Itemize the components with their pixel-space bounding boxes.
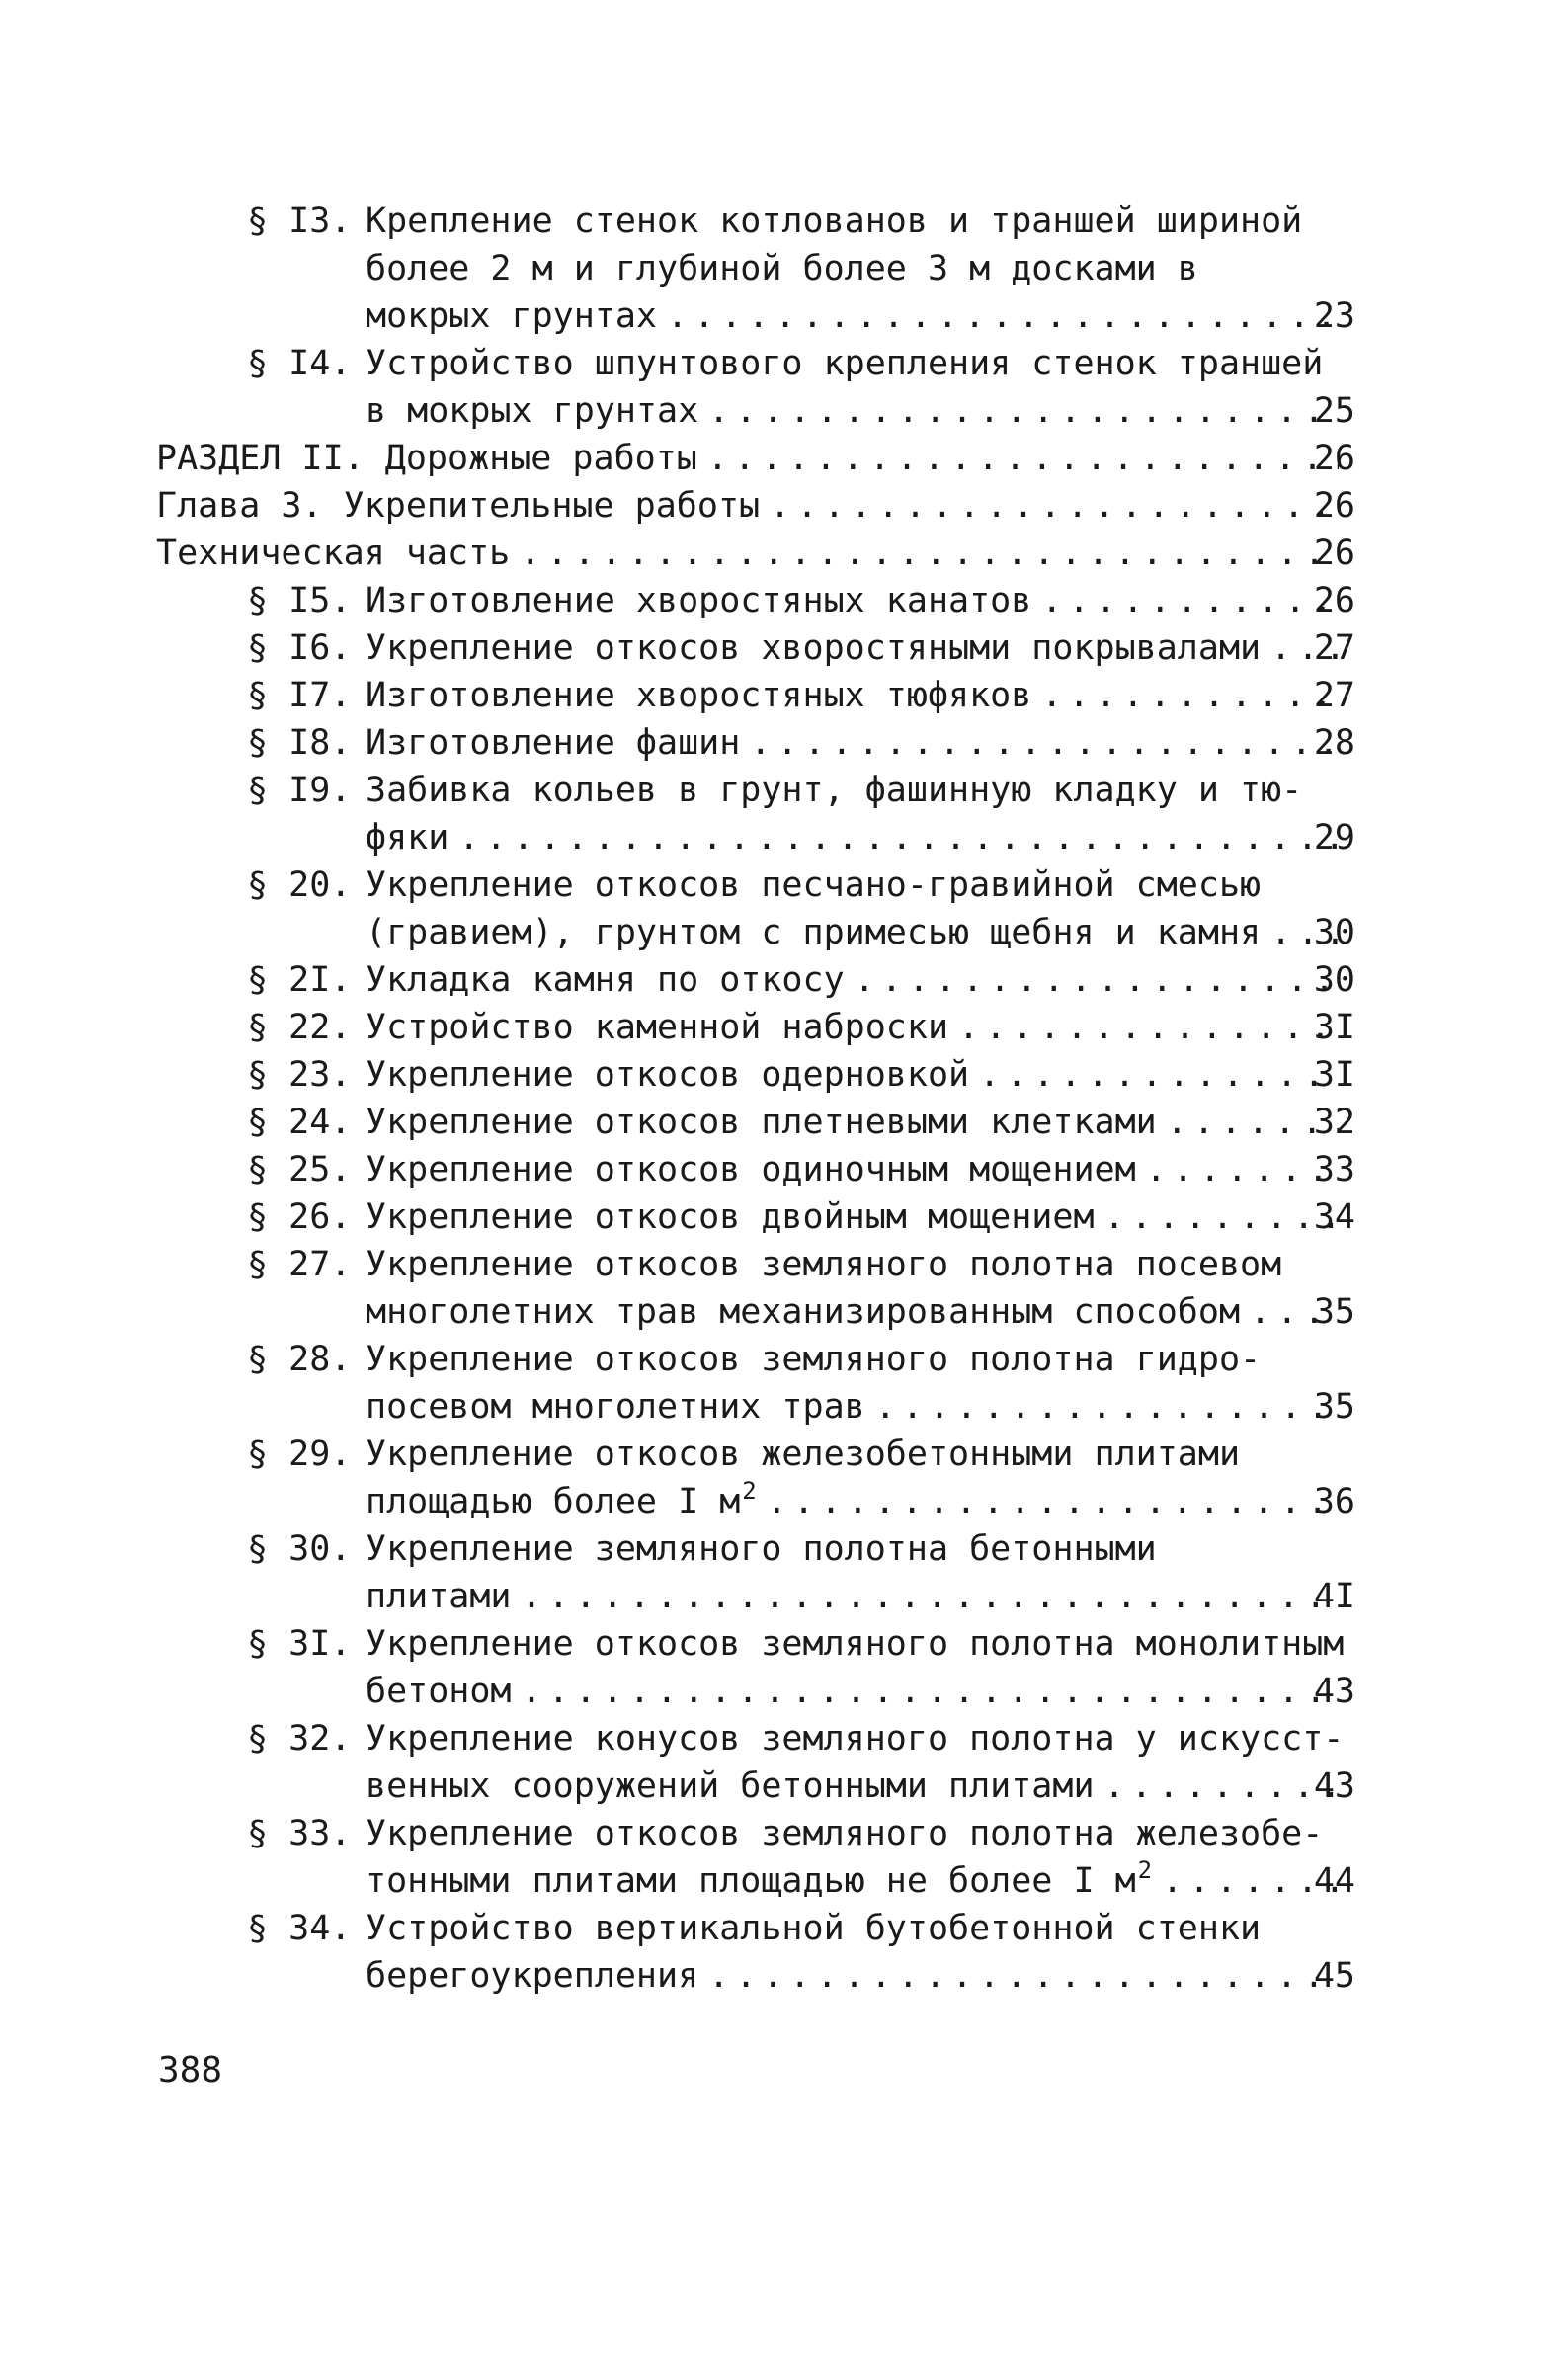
entry-title-last-line	[366, 1478, 1348, 1528]
entry-title-last-line	[366, 1288, 1348, 1336]
toc-line	[0, 672, 1551, 719]
page-ref: 35	[1313, 1387, 1355, 1427]
entry-title-line: Укрепление откосов земляного полотна гидро-	[366, 1340, 1262, 1379]
page-number: 388	[158, 2050, 223, 2091]
toc-line	[0, 909, 1551, 956]
entry-text: (гравием), грунтом с примесью щебня и камня	[366, 913, 1262, 952]
entry-title-last-line	[366, 719, 1348, 767]
section-mark: § I3.	[247, 202, 352, 241]
section-mark: § 29.	[247, 1435, 352, 1474]
section-mark: § I8.	[247, 723, 352, 763]
section-mark: § I4.	[247, 344, 352, 383]
entry-title-last-line	[366, 672, 1348, 719]
dot-leader	[708, 387, 1339, 435]
entry-title-last-line	[156, 482, 1348, 530]
toc-line	[0, 1099, 1551, 1146]
page-ref: 27	[1313, 628, 1355, 668]
toc-line	[0, 862, 1551, 909]
dot-leader	[708, 1952, 1339, 2000]
toc-line	[0, 1193, 1551, 1241]
dot-leader	[855, 956, 1339, 1004]
entry-text: берегоукрепления	[366, 1956, 699, 1996]
toc-line	[0, 482, 1551, 530]
entry-title-last-line	[366, 577, 1348, 624]
section-mark: § 30.	[247, 1529, 352, 1569]
entry-title-line: Крепление стенок котлованов и траншей шириной	[366, 202, 1303, 241]
section-mark: § 23.	[247, 1055, 352, 1095]
page-ref: 3I	[1313, 1055, 1355, 1095]
entry-title-last-line	[156, 435, 1348, 482]
entry-text: венных сооружений бетонными плитами	[366, 1766, 1095, 1806]
entry-text: Техническая часть	[156, 533, 511, 573]
dot-leader	[958, 1004, 1339, 1051]
page-ref: 3I	[1313, 1008, 1355, 1047]
entry-text: Укрепление откосов плетневыми клетками	[366, 1103, 1157, 1142]
section-mark: § I5.	[247, 581, 352, 620]
entry-title-line: Укрепление откосов земляного полотна посевом	[366, 1245, 1282, 1284]
section-mark: § 26.	[247, 1197, 352, 1237]
section-mark: § 22.	[247, 1008, 352, 1047]
entry-text: Укрепление откосов хворостяными покрывалами	[366, 628, 1262, 668]
section-mark: § 32.	[247, 1719, 352, 1759]
entry-text: мокрых грунтах	[366, 296, 658, 336]
entry-title-line: Забивка кольев в грунт, фашинную кладку и тю-	[366, 771, 1303, 810]
section-mark: § 28.	[247, 1340, 352, 1379]
page-ref: 43	[1313, 1766, 1355, 1806]
entry-text: Изготовление хворостяных тюфяков	[366, 676, 1032, 715]
toc-line	[0, 1431, 1551, 1478]
page-ref: 25	[1313, 391, 1355, 431]
entry-title-last-line	[366, 814, 1348, 862]
entry-text: многолетних трав механизированным способом	[366, 1292, 1241, 1332]
section-mark: § 24.	[247, 1103, 352, 1142]
dot-leader	[750, 719, 1339, 767]
entry-text: РАЗДЕЛ II. Дорожные работы	[156, 439, 697, 478]
toc-line	[0, 767, 1551, 814]
page-ref: 26	[1313, 439, 1355, 478]
toc-line	[0, 435, 1551, 482]
entry-title-last-line	[366, 1099, 1348, 1146]
dot-leader	[979, 1051, 1339, 1099]
entry-text: Изготовление фашин	[366, 723, 741, 763]
dot-leader	[767, 1478, 1339, 1525]
table-of-contents	[0, 198, 1551, 2000]
toc-line	[0, 1715, 1551, 1763]
entry-title-line: Устройство шпунтового крепления стенок траншей	[366, 344, 1324, 383]
toc-line	[0, 1478, 1551, 1525]
toc-line	[0, 1383, 1551, 1431]
section-mark: § 33.	[247, 1814, 352, 1853]
section-mark: § I9.	[247, 771, 352, 810]
entry-text: площадью более I м	[366, 1482, 741, 1521]
entry-title-last-line	[366, 1857, 1348, 1908]
section-mark: § I7.	[247, 676, 352, 715]
entry-text: фяки	[366, 818, 449, 858]
entry-text: в мокрых грунтах	[366, 391, 699, 431]
toc-line	[0, 814, 1551, 862]
entry-title-last-line	[366, 909, 1348, 956]
page-ref: 45	[1313, 1956, 1355, 1996]
toc-line	[0, 1857, 1551, 1905]
section-mark: § 3I.	[247, 1624, 352, 1664]
page-ref: 30	[1313, 960, 1355, 1000]
entry-text: Укладка камня по откосу	[366, 960, 845, 1000]
toc-line	[0, 1668, 1551, 1715]
entry-text: тонными плитами площадью не более I м	[366, 1861, 1136, 1901]
entry-title-last-line	[366, 1383, 1348, 1431]
page-ref: 33	[1313, 1150, 1355, 1190]
entry-title-last-line	[366, 292, 1348, 340]
entry-text: посевом многолетних трав	[366, 1387, 865, 1427]
section-mark: § 25.	[247, 1150, 352, 1190]
toc-line	[0, 1525, 1551, 1573]
dot-leader	[520, 530, 1339, 577]
toc-line	[0, 624, 1551, 672]
page-ref: 26	[1313, 581, 1355, 620]
entry-text: Изготовление хворостяных канатов	[366, 581, 1032, 620]
entry-text: Устройство каменной наброски	[366, 1008, 949, 1047]
toc-line	[0, 1620, 1551, 1668]
page-ref: 28	[1313, 723, 1355, 763]
entry-text: Укрепление откосов двойным мощением	[366, 1197, 1095, 1237]
toc-line	[0, 719, 1551, 767]
toc-line	[0, 1241, 1551, 1288]
entry-title-line: Укрепление конусов земляного полотна у искусст-	[366, 1719, 1345, 1759]
entry-title-last-line	[366, 1668, 1348, 1715]
toc-line	[0, 387, 1551, 435]
page-ref: 4I	[1313, 1577, 1355, 1616]
section-mark: § 2I.	[247, 960, 352, 1000]
entry-title-last-line	[366, 1573, 1348, 1620]
dot-leader	[1041, 672, 1339, 719]
page-ref: 35	[1313, 1292, 1355, 1332]
entry-title-last-line	[366, 1763, 1348, 1810]
dot-leader	[667, 292, 1339, 340]
toc-line	[0, 245, 1551, 292]
toc-line	[0, 1905, 1551, 1952]
dot-leader	[707, 435, 1339, 482]
toc-line	[0, 340, 1551, 387]
entry-title-line: Укрепление откосов земляного полотна монолитным	[366, 1624, 1345, 1664]
page-ref: 44	[1313, 1861, 1355, 1901]
toc-line	[0, 1146, 1551, 1193]
entry-title-last-line	[366, 1146, 1348, 1193]
entry-title-last-line	[366, 387, 1348, 435]
toc-line	[0, 577, 1551, 624]
toc-line	[0, 1573, 1551, 1620]
page-ref: 34	[1313, 1197, 1355, 1237]
page-ref: 36	[1313, 1482, 1355, 1521]
entry-title-last-line	[366, 624, 1348, 672]
entry-title-last-line	[366, 1193, 1348, 1241]
entry-text: бетоном	[366, 1672, 512, 1711]
entry-text: плитами	[366, 1577, 512, 1616]
entry-title-last-line	[366, 1004, 1348, 1051]
entry-title-line: Укрепление откосов земляного полотна железобе-	[366, 1814, 1324, 1853]
entry-title-last-line	[366, 1952, 1348, 2000]
entry-title-last-line	[156, 530, 1348, 577]
page-ref: 29	[1313, 818, 1355, 858]
dot-leader	[458, 814, 1339, 862]
dot-leader	[1041, 577, 1339, 624]
entry-text: Укрепление откосов одиночным мощением	[366, 1150, 1136, 1190]
superscript: 2	[742, 1477, 757, 1505]
section-mark: § 27.	[247, 1245, 352, 1284]
toc-line	[0, 198, 1551, 245]
toc-line	[0, 1004, 1551, 1051]
page-ref: 26	[1313, 533, 1355, 573]
section-mark: § 34.	[247, 1909, 352, 1948]
toc-line	[0, 956, 1551, 1004]
entry-title-line: Укрепление земляного полотна бетонными	[366, 1529, 1157, 1569]
dot-leader	[522, 1573, 1339, 1620]
toc-line	[0, 292, 1551, 340]
toc-line	[0, 1336, 1551, 1383]
entry-title-line: Устройство вертикальной бутобетонной стенки	[366, 1909, 1262, 1948]
toc-line	[0, 1051, 1551, 1099]
section-mark: § 20.	[247, 865, 352, 905]
page-ref: 32	[1313, 1103, 1355, 1142]
superscript: 2	[1137, 1856, 1153, 1884]
dot-leader	[770, 482, 1339, 530]
toc-line	[0, 1288, 1551, 1336]
entry-title-line: Укрепление откосов песчано-гравийной смесью	[366, 865, 1262, 905]
page-ref: 27	[1313, 676, 1355, 715]
toc-line	[0, 1810, 1551, 1857]
toc-line	[0, 1763, 1551, 1810]
entry-title-line: более 2 м и глубиной более 3 м досками в	[366, 249, 1198, 288]
page-ref: 43	[1313, 1672, 1355, 1711]
page-ref: 30	[1313, 913, 1355, 952]
section-mark: § I6.	[247, 628, 352, 668]
toc-line	[0, 530, 1551, 577]
dot-leader	[875, 1383, 1339, 1431]
page-ref: 23	[1313, 296, 1355, 336]
entry-text: Укрепление откосов одерновкой	[366, 1055, 970, 1095]
entry-title-last-line	[366, 1051, 1348, 1099]
page-ref: 26	[1313, 486, 1355, 526]
toc-line	[0, 1952, 1551, 2000]
entry-text: Глава 3. Укрепительные работы	[156, 486, 761, 526]
dot-leader	[522, 1668, 1339, 1715]
entry-title-last-line	[366, 956, 1348, 1004]
entry-title-line: Укрепление откосов железобетонными плитами	[366, 1435, 1241, 1474]
